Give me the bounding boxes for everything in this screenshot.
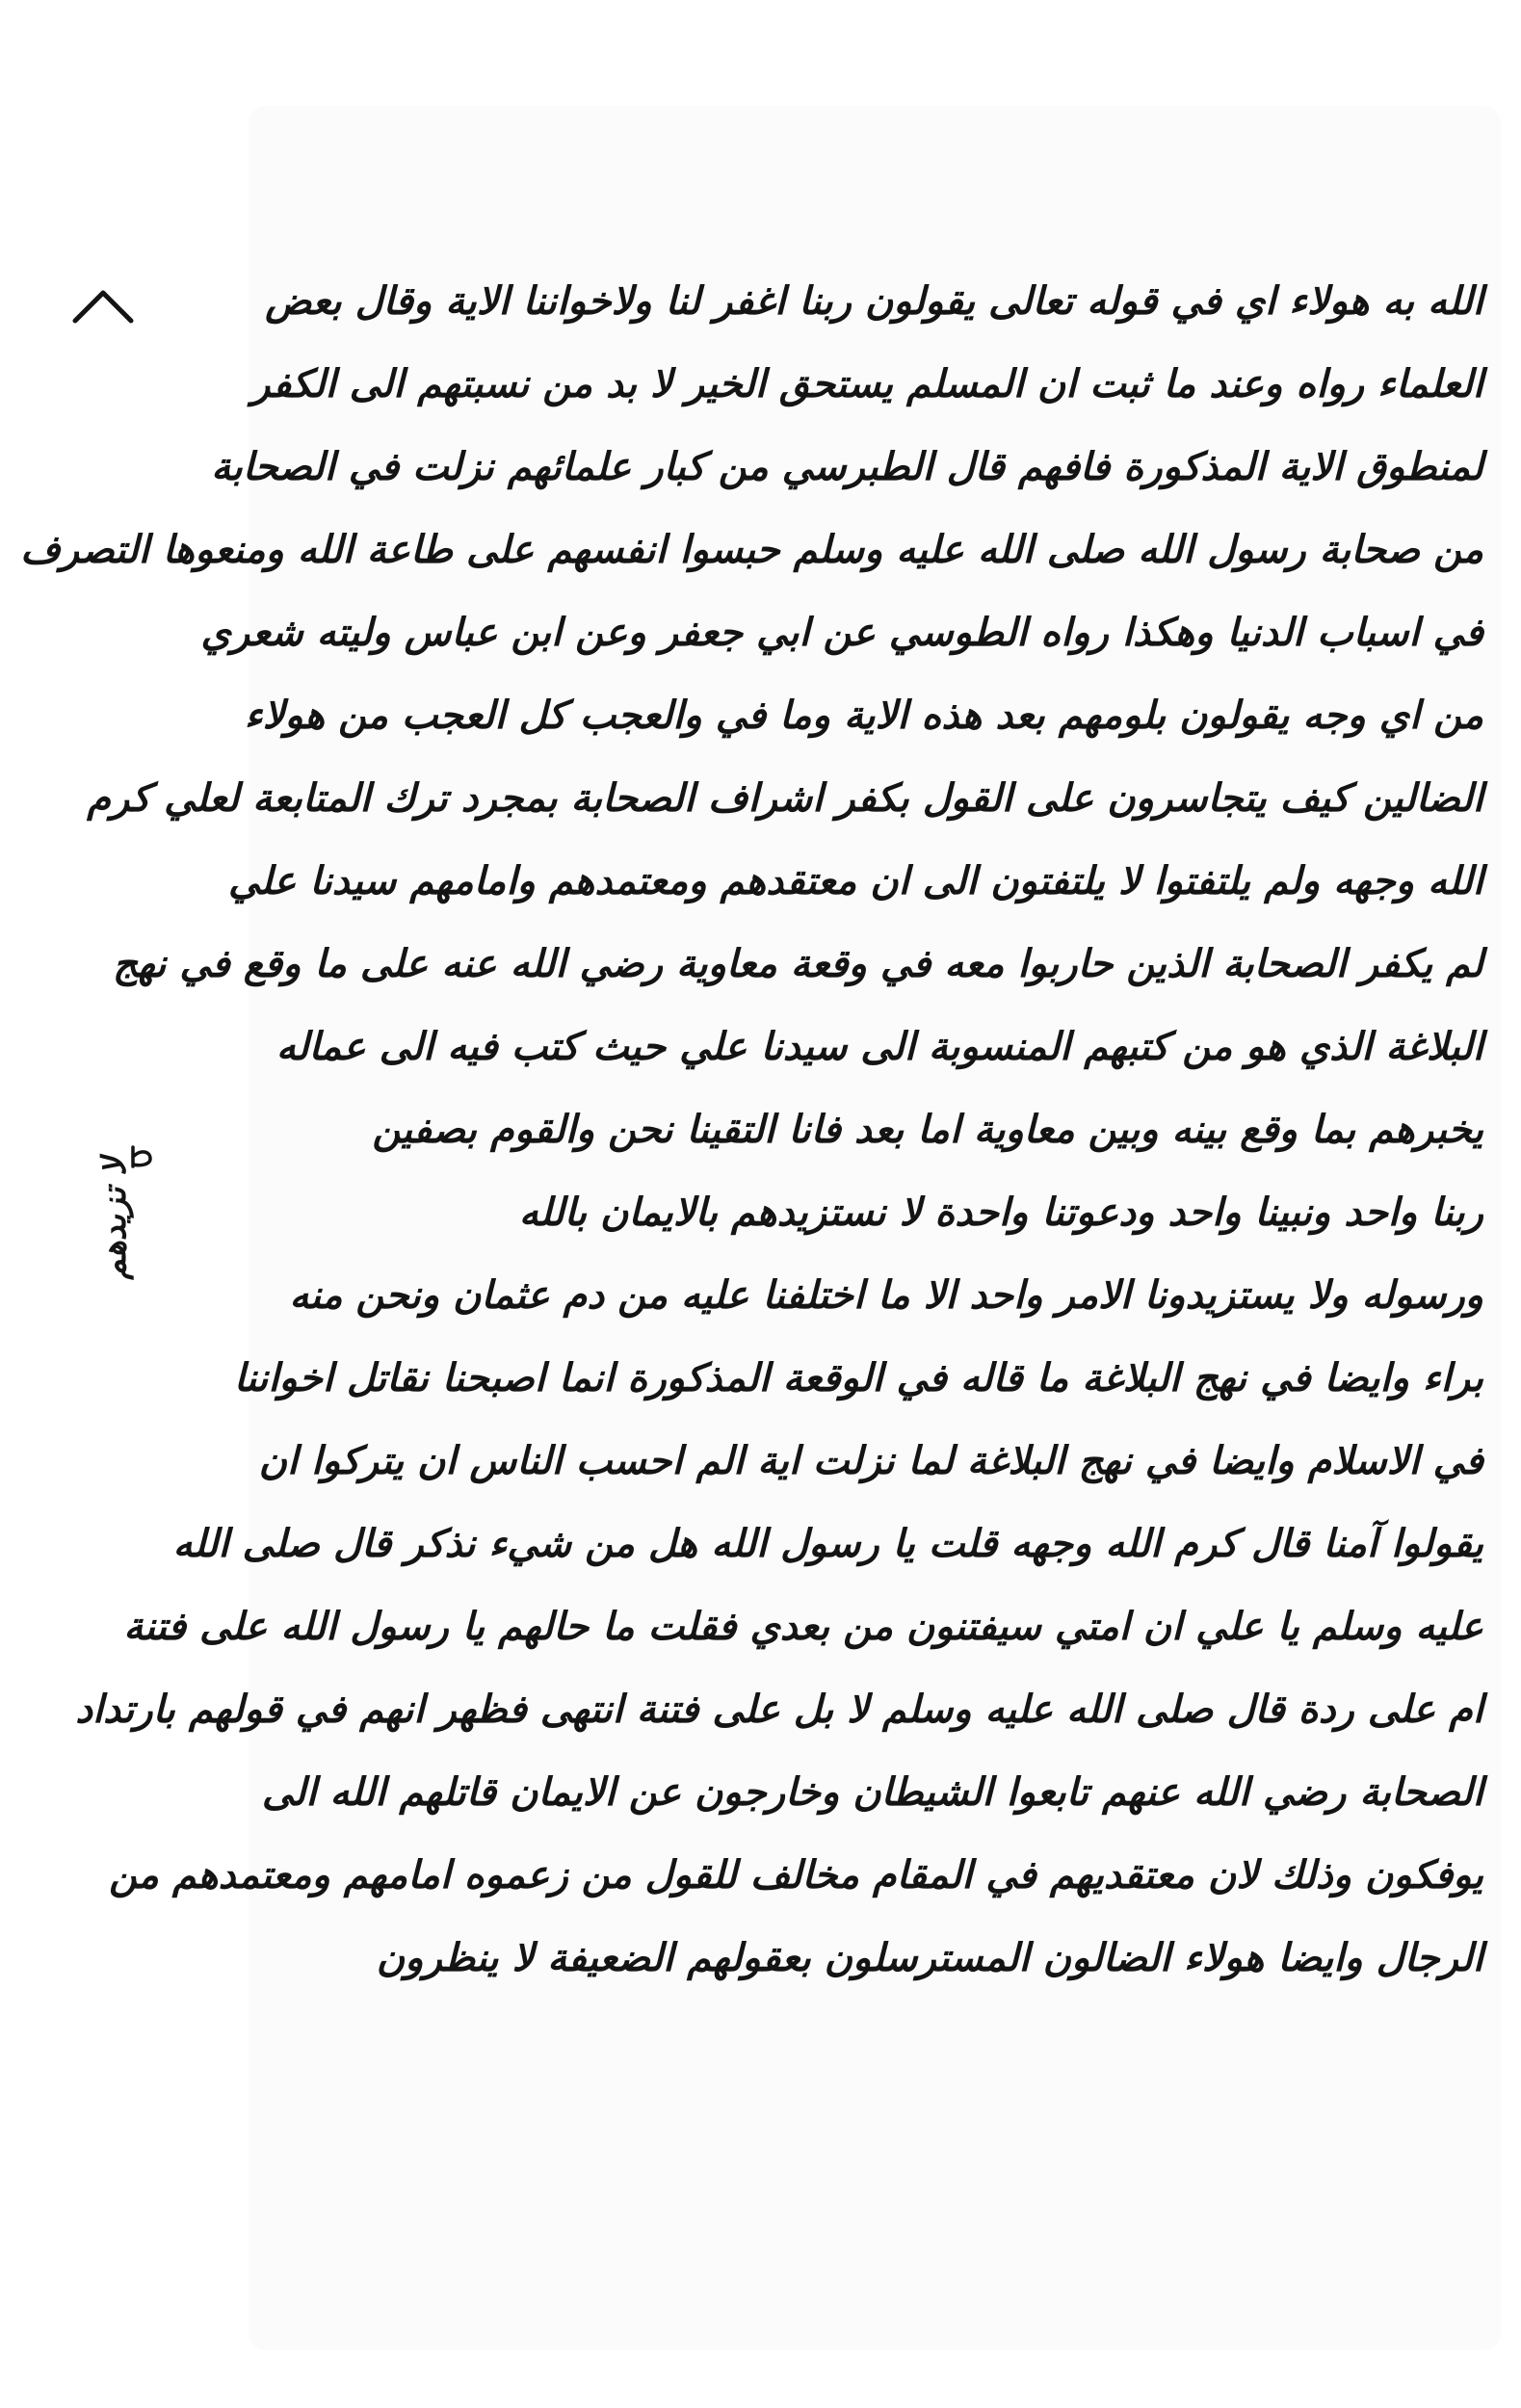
margin-annotation [62, 1141, 168, 1315]
text-line-10: البلاغة الذي هو من كتبهم المنسوبة الى سيدنا علي حيث كتب فيه الى عماله [275, 1024, 1483, 1069]
text-line-19: الصحابة رضي الله عنهم تابعوا الشيطان وخارجون عن الايمان قاتلهم الله الى [261, 1769, 1483, 1815]
text-line-9: لم يكفر الصحابة الذين حاربوا معه في وقعة معاوية رضي الله عنه على ما وقع في نهج [113, 941, 1483, 986]
text-line-14: براء وايضا في نهج البلاغة ما قاله في الوقعة المذكورة انما اصبحنا نقاتل اخواننا [233, 1355, 1483, 1400]
text-line-7: الضالين كيف يتجاسرون على القول بكفر اشراف الصحابة بمجرد ترك المتابعة لعلي كرم [87, 775, 1483, 821]
text-line-2: العلماء رواه وعند ما ثبت ان المسلم يستحق الخير لا بد من نسبتهم الى الكفر [251, 361, 1483, 406]
text-line-6: من اي وجه يقولون بلومهم بعد هذه الاية وما في والعجب كل العجب من هولاء [244, 693, 1483, 738]
caret-page-mark-icon [73, 289, 133, 324]
text-line-3: لمنطوق الاية المذكورة فافهم قال الطبرسي من كبار علمائهم نزلت في الصحابة [211, 444, 1483, 489]
text-line-16: يقولوا آمنا قال كرم الله وجهه قلت يا رسول الله هل من شيء نذكر قال صلى الله [172, 1521, 1483, 1566]
text-line-8: الله وجهه ولم يلتفتوا لا يلتفتون الى ان معتقدهم ومعتمدهم وامامهم سيدنا علي [228, 858, 1483, 903]
text-line-1: الله به هولاء اي في قوله تعالى يقولون ربنا اغفر لنا ولاخواننا الاية وقال بعض [265, 278, 1483, 324]
text-line-20: يوفكون وذلك لان معتقديهم في المقام مخالف للقول من زعموه امامهم ومعتمدهم من [109, 1852, 1483, 1898]
text-line-4: من صحابة رسول الله صلى الله عليه وسلم حبسوا انفسهم على طاعة الله ومنعوها التصرف [20, 527, 1483, 572]
text-line-5: في اسباب الدنيا وهكذا رواه الطوسي عن ابي جعفر وعن ابن عباس وليته شعري [200, 610, 1483, 655]
text-line-11: يخبرهم بما وقع بينه وبين معاوية اما بعد فانا التقينا نحن والقوم بصفين [372, 1107, 1483, 1152]
text-line-18: ام على ردة قال صلى الله عليه وسلم لا بل على فتنة انتهى فظهر انهم في قولهم بارتداد [75, 1687, 1483, 1732]
text-line-15: في الاسلام وايضا في نهج البلاغة لما نزلت اية الم احسب الناس ان يتركوا ان [258, 1438, 1483, 1483]
text-line-17: عليه وسلم يا علي ان امتي سيفتنون من بعدي فقلت ما حالهم يا رسول الله على فتنة [123, 1604, 1483, 1649]
text-line-21: الرجال وايضا هولاء الضالون المسترسلون بعقولهم الضعيفة لا ينظرون [376, 1935, 1483, 1980]
margin-note-text: لا تزيدهم [95, 1157, 134, 1280]
text-line-13: ورسوله ولا يستزيدونا الامر واحد الا ما اختلفنا عليه من دم عثمان ونحن منه [289, 1272, 1483, 1318]
text-line-12: ربنا واحد ونبينا واحد ودعوتنا واحدة لا نستزيدهم بالايمان بالله [518, 1190, 1483, 1235]
